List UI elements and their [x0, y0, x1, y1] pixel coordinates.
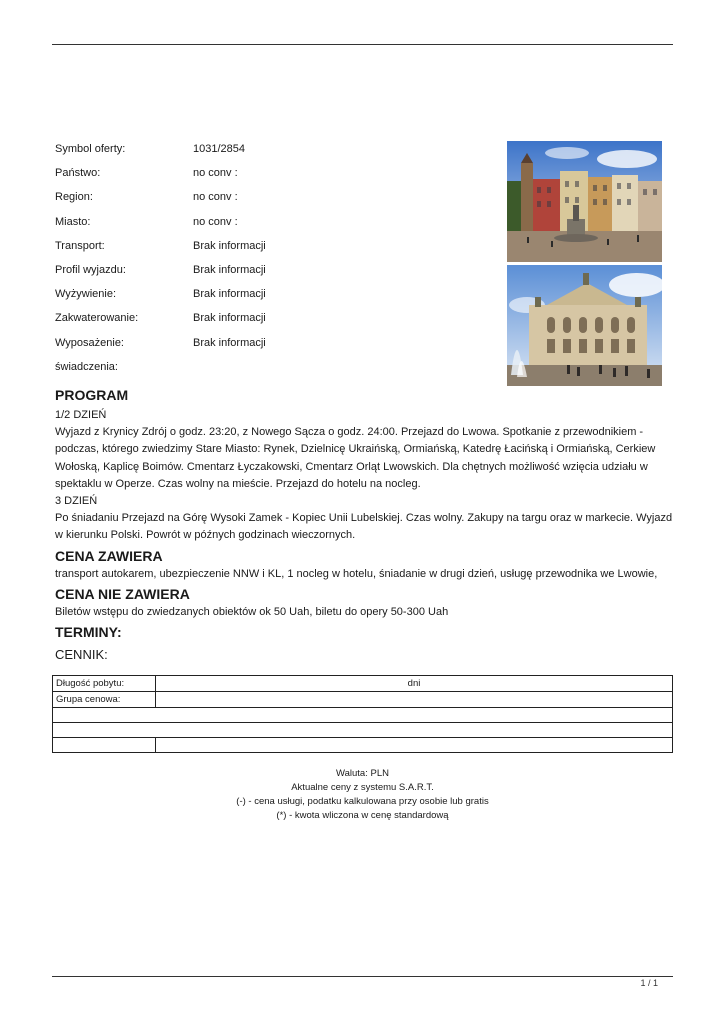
price-excludes-text: Biletów wstępu do zwiedzanych obiektów ok 50 Uah, biletu do opery 50-300 Uah — [55, 605, 449, 618]
photo-opera-house — [507, 265, 662, 386]
day-description: Wyjazd z Krynicy Zdrój o godz. 23:20, z Nowego Sącza o godz. 24:00. Przejazd do Lwowa. Spotkanie z przewodnikiem - podczas, którego zwiedzimy Stare Miasto: Rynek, Dzielnicę Ukraińską, Ormiańską, Katedrę Łacińską i Ormiańską, Cerkiew Wołoską, Kaplicę Boimów. Cmentarz Łyczakowski, Cmentarz Orląt Lwowskich. Dla chętnych możliwość wzięcia udziału w spektaklu w Operze. Czas wolny na mieście. Przejazd do hotelu na nocleg. — [55, 426, 656, 490]
price-includes-text: transport autokarem, ubezpieczenie NNW i KL, 1 nocleg w hotelu, śniadanie w drugi dzień, usługę przewodnika we Lwowie, — [55, 567, 658, 580]
info-value: no conv : — [193, 191, 238, 204]
info-row — [55, 143, 495, 167]
info-value: no conv : — [193, 215, 238, 228]
info-label: Profil wyjazdu: — [55, 263, 126, 276]
info-label: Zakwaterowanie: — [55, 312, 139, 325]
table-cell-label: Długość pobytu: — [53, 676, 156, 692]
table-row — [53, 692, 673, 708]
info-row — [55, 337, 495, 361]
system-note: Aktualne ceny z systemu S.A.R.T. — [291, 782, 434, 793]
table-cell-value — [156, 692, 673, 708]
info-label: Miasto: — [55, 215, 91, 228]
photo-market-square — [507, 141, 662, 262]
table-cell-empty — [53, 738, 156, 753]
day-title: 1/2 DZIEŃ — [55, 409, 107, 421]
info-label: Transport: — [55, 239, 105, 252]
program-heading: PROGRAM — [55, 387, 129, 403]
table-cell-empty — [53, 723, 673, 738]
info-row — [55, 288, 495, 312]
info-label: Wyposażenie: — [55, 336, 124, 349]
info-row — [55, 167, 495, 191]
info-row — [55, 240, 495, 264]
table-cell-empty — [53, 708, 673, 723]
pricelist-heading: CENNIK: — [55, 647, 108, 663]
price-excludes-heading: CENA NIE ZAWIERA — [55, 585, 190, 602]
info-label: Symbol oferty: — [55, 143, 126, 155]
info-row — [55, 216, 495, 240]
info-row — [55, 191, 495, 215]
table-row — [53, 738, 673, 753]
table-row — [53, 708, 673, 723]
table-cell-value: dni — [156, 676, 673, 692]
day-description: Po śniadaniu Przejazd na Górę Wysoki Zamek - Kopiec Unii Lubelskiej. Czas wolny. Zakupy na targu oraz w markecie. Wyjazd w kierunku Polski. Powrót w późnych godzinach wieczornych. — [55, 512, 673, 542]
legend-note: (*) - kwota wliczona w cenę standardową — [276, 810, 449, 821]
header-rule — [52, 44, 673, 45]
info-value: Brak informacji — [193, 288, 266, 301]
footer-rule — [52, 976, 673, 977]
dates-heading: TERMINY: — [55, 624, 122, 641]
info-label: Region: — [55, 191, 93, 204]
info-label: Państwo: — [55, 167, 101, 180]
pricelist-table — [52, 675, 673, 753]
page-number: 1 / 1 — [640, 978, 658, 988]
pricelist-notes — [52, 767, 673, 823]
price-includes-heading: CENA ZAWIERA — [55, 547, 163, 564]
legend-note: (-) - cena usługi, podatku kalkulowana przy osobie lub gratis — [236, 796, 489, 807]
info-row — [55, 264, 495, 288]
info-label: świadczenia: — [55, 360, 118, 373]
info-label: Wyżywienie: — [55, 288, 117, 301]
info-row — [55, 361, 495, 385]
table-cell-empty — [156, 738, 673, 753]
offer-info-list — [55, 143, 495, 385]
info-value: 1031/2854 — [193, 143, 245, 155]
table-cell-label: Grupa cenowa: — [53, 692, 156, 708]
info-value: Brak informacji — [193, 312, 266, 325]
table-row — [53, 723, 673, 738]
info-value: Brak informacji — [193, 336, 266, 349]
info-row — [55, 312, 495, 336]
info-value: Brak informacji — [193, 239, 266, 252]
info-value: Brak informacji — [193, 263, 266, 276]
day-title: 3 DZIEŃ — [55, 495, 98, 508]
info-value: no conv : — [193, 167, 238, 180]
table-row — [53, 676, 673, 692]
currency-note: Waluta: PLN — [336, 768, 389, 779]
offer-content — [55, 386, 675, 664]
